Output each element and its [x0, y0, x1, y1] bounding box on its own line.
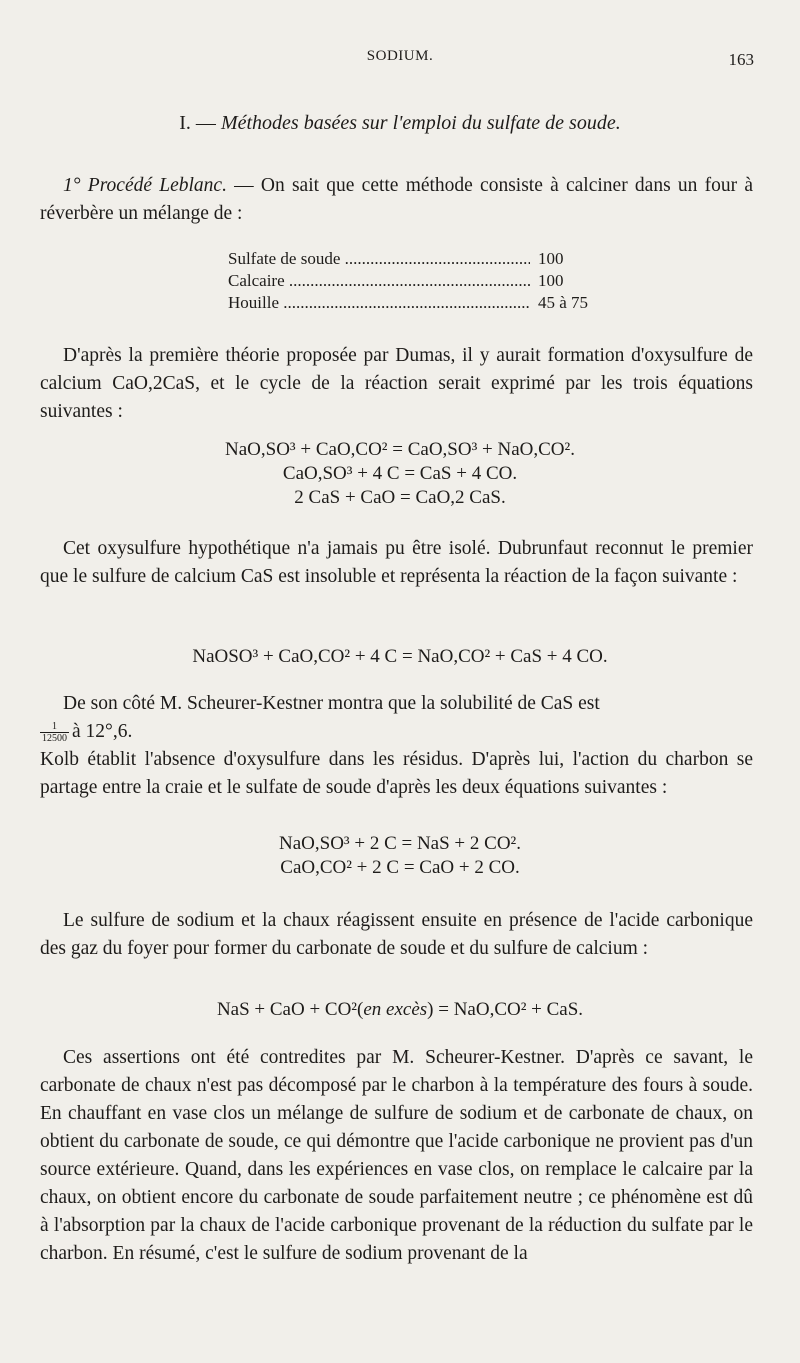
paragraph-dumas: D'après la première théorie proposée par Dumas, il y aurait formation d'oxysulfure de calcium CaO,2CaS, et le cycle de la réaction serait exprimé par les trois équations suivantes : — [40, 345, 753, 422]
ingredient-name: Sulfate de soude ..... — [228, 248, 530, 270]
equation-group-dumas — [0, 438, 800, 510]
equation-part: ) = NaO,CO² + CaS. — [427, 999, 584, 1020]
intro-paragraph — [40, 172, 753, 228]
equation: CaO,CO² + 2 C = CaO + 2 CO. — [280, 857, 520, 878]
mixture-list — [228, 248, 608, 314]
equation-part: NaS + CaO + CO²( — [216, 999, 364, 1020]
solubility-temperature: à 12°,6. — [72, 721, 133, 742]
running-head: SODIUM. — [366, 48, 434, 64]
ingredient-name: Calcaire ..... — [228, 270, 530, 292]
equation: CaO,SO³ + 4 C = CaS + 4 CO. — [282, 463, 518, 484]
list-item — [228, 248, 608, 270]
ingredient-value: 45 à 75 — [538, 293, 589, 312]
procedure-label: 1° Procédé Leblanc. — [63, 175, 227, 196]
ingredient-value: 100 — [538, 271, 564, 290]
paragraph-sodium-sulfide: Le sulfure de sodium et la chaux réagissent ensuite en présence de l'acide carbonique des gaz du foyer pour former du carbonate de soude et du sulfure de calcium : — [40, 910, 753, 959]
paragraph-dubrunfaut: Cet oxysulfure hypothétique n'a jamais pu être isolé. Dubrunfaut reconnut le premier que le sulfure de calcium CaS est insoluble et représenta la réaction de la façon suivante : — [40, 538, 753, 587]
equation-italic: en excès — [363, 999, 428, 1020]
section-title-text: Méthodes basées sur l'emploi du sulfate de soude. — [220, 112, 621, 134]
list-item — [228, 270, 608, 292]
intro-text: — On sait que cette méthode consiste à calciner dans un four à réverbère un mélange de : — [40, 175, 753, 224]
equation-group-kolb — [0, 832, 800, 880]
section-number: I. — — [179, 112, 221, 134]
equation-dubrunfaut: NaOSO³ + CaO,CO² + 4 C = NaO,CO² + CaS + 4 CO. — [192, 646, 608, 667]
paragraph-contradiction: Ces assertions ont été contredites par M. Scheurer-Kestner. D'après ce savant, le carbonate de chaux n'est pas décomposé par le charbon à la température des fours à soude. En chauffant en vase clos un mélange de sulfure de sodium et de carbonate de chaux, on obtient du carbonate de soude, ce qui démontre que l'acide carbonique ne provient pas d'un source extérieure. Quand, dans les expériences en vase clos, on remplace le calcaire par la chaux, on obtient encore du carbonate de soude parfaitement neutre ; ce phénomène est dû à l'absorption par la chaux de l'acide carbonique provenant de la réduction du sulfate par le charbon. En résumé, c'est le sulfure de sodium provenant de la — [40, 1047, 753, 1264]
paragraph-kolb: Kolb établit l'absence d'oxysulfure dans les résidus. D'après lui, l'action du charbon se partage entre la craie et le sulfate de soude d'après les deux équations suivantes : — [40, 749, 753, 798]
ingredient-value: 100 — [538, 249, 564, 268]
fraction-denominator: 12500 — [42, 733, 67, 745]
solubility-fraction — [40, 721, 69, 744]
page-number: 163 — [728, 50, 754, 69]
paragraph-scheurer-kestner — [40, 690, 753, 746]
fraction-numerator: 1 — [40, 721, 69, 733]
equation: 2 CaS + CaO = CaO,2 CaS. — [294, 487, 506, 508]
paragraph-line: De son côté M. Scheurer-Kestner montra que la solubilité de CaS est — [63, 693, 600, 714]
equation-carbonation — [0, 998, 800, 1022]
ingredient-name: Houille ..... — [228, 292, 530, 314]
section-title — [0, 112, 800, 135]
solubility-line — [40, 718, 753, 746]
list-item — [228, 292, 608, 314]
equation: NaO,SO³ + CaO,CO² = CaO,SO³ + NaO,CO². — [225, 439, 575, 460]
equation: NaO,SO³ + 2 C = NaS + 2 CO². — [279, 833, 521, 854]
